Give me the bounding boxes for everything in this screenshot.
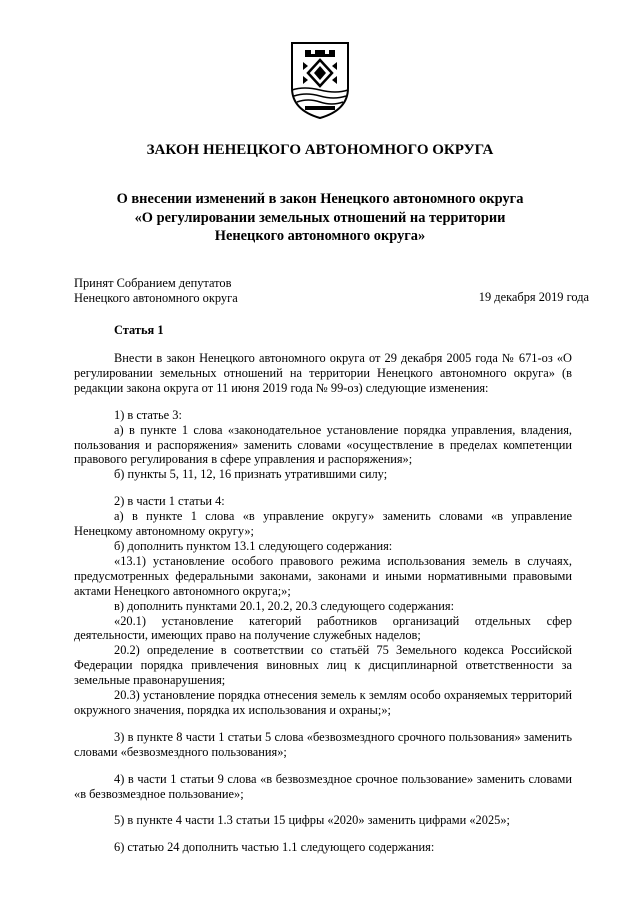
paragraph: 5) в пункте 4 части 1.3 статьи 15 цифры «2020» заменить цифрами «2025»; xyxy=(114,813,510,828)
paragraph: а) в пункте 1 слова «законодательное установление порядка управления, владения, пользования и распоряжения» заменить словами «осуществление в пределах компетенции правового регулирования в сфере управления и распоряжения»; xyxy=(74,422,572,467)
paragraph: 4) в части 1 статьи 9 слова «в безвозмездное срочное пользование» заменить словами «в безвозмездное пользование»; xyxy=(74,771,572,801)
adopted-by-line: Принят Собранием депутатов xyxy=(74,276,232,290)
paragraph: Внести в закон Ненецкого автономного округа от 29 декабря 2005 года № 671-оз «О регулировании земельных отношений на территории Ненецкого автономного округа» (в редакции закона округа от 11 июня 2019 года № 99-оз) следующие изменения: xyxy=(74,351,572,395)
paragraph: 6) статью 24 дополнить частью 1.1 следующего содержания: xyxy=(114,840,435,855)
paragraph: б) дополнить пунктом 13.1 следующего содержания: xyxy=(114,538,393,553)
adoption-block xyxy=(74,276,324,306)
page-title: ЗАКОН НЕНЕЦКОГО АВТОНОМНОГО ОКРУГА xyxy=(146,142,494,158)
article-heading: Статья 1 xyxy=(114,323,164,337)
law-subtitle xyxy=(70,190,570,246)
adoption-date: 19 декабря 2019 года xyxy=(478,290,589,304)
paragraph: 20.2) определение в соответствии со статьёй 75 Земельного кодекса Российской Федерации порядка привлечения виновных лиц к дисциплинарной ответственности за земельные правонарушения; xyxy=(74,643,572,688)
paragraph: 20.3) установление порядка отнесения земель к землям особо охраняемых территорий окружного значения, порядка их использования и охраны;»; xyxy=(74,688,572,717)
adopted-by-line: Ненецкого автономного округа xyxy=(74,290,238,305)
subtitle-line: «О регулировании земельных отношений на территории xyxy=(134,209,506,226)
paragraph: «20.1) установление категорий работников организаций отдельных сфер деятельности, имеющих право на получение служебных наделов; xyxy=(74,613,572,643)
article-body xyxy=(74,351,572,855)
subtitle-line: Ненецкого автономного округа» xyxy=(214,228,426,244)
paragraph: б) пункты 5, 11, 12, 16 признать утратившими силу; xyxy=(114,467,388,482)
nenets-coat-of-arms-icon xyxy=(289,40,351,120)
paragraph: в) дополнить пунктами 20.1, 20.2, 20.3 следующего содержания: xyxy=(114,598,455,613)
paragraph: а) в пункте 1 слова «в управление округу» заменить словами «в управление Ненецкому автономному округу»; xyxy=(74,509,572,539)
paragraph: 2) в части 1 статьи 4: xyxy=(114,494,225,509)
paragraph: 3) в пункте 8 части 1 статьи 5 слова «безвозмездного срочного пользования» заменить словами «безвозмездного пользования»; xyxy=(74,729,572,759)
paragraph: 1) в статье 3: xyxy=(114,407,182,422)
subtitle-line: О внесении изменений в закон Ненецкого автономного округа xyxy=(116,191,524,207)
paragraph: «13.1) установление особого правового режима использования земель в случаях, предусмотренных федеральными законами, законами и иными нормативными правовыми актами Ненецкого автономного округа;»; xyxy=(74,553,572,598)
